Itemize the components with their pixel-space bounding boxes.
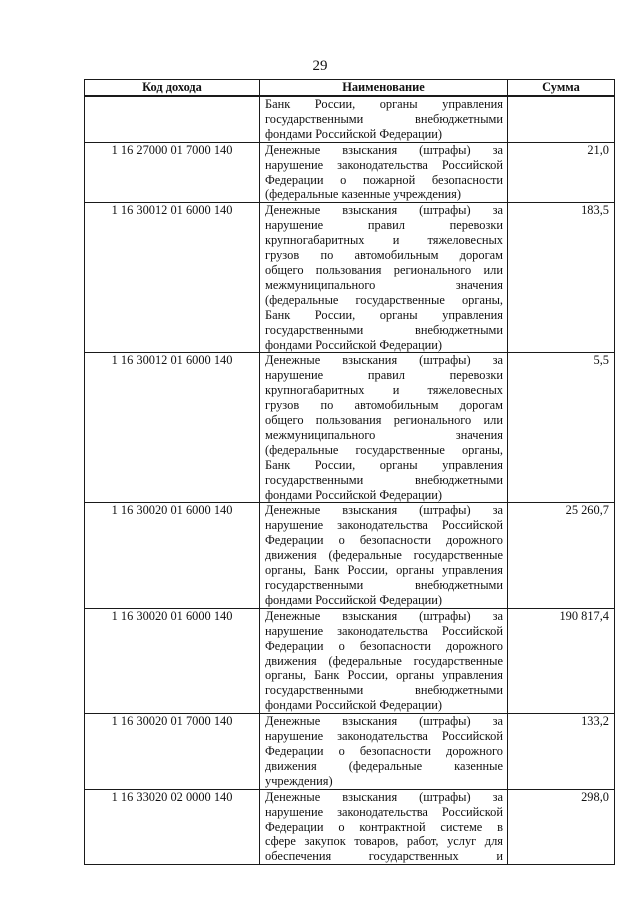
table-body	[85, 96, 615, 865]
sum-cell: 183,5	[508, 203, 615, 353]
income-code-cell: 1 16 30020 01 6000 140	[85, 503, 260, 608]
name-line: нарушение правил перевозки	[265, 368, 503, 383]
sum-cell: 25 260,7	[508, 503, 615, 608]
table-header	[85, 80, 615, 97]
name-line: органы, Банк России, органы управления	[265, 668, 503, 683]
table-row	[85, 142, 615, 203]
name-line: нарушение правил перевозки	[265, 218, 503, 233]
sum-cell: 298,0	[508, 789, 615, 865]
name-line: нарушение законодательства Российской	[265, 623, 503, 638]
name-line: Денежные взыскания (штрафы) за	[265, 353, 503, 368]
name-line: государственными внебюджетными	[265, 111, 503, 126]
name-line: Банк России, органы управления	[265, 307, 503, 322]
name-line: общего пользования регионального или	[265, 413, 503, 428]
name-line: грузов по автомобильным дорогам	[265, 248, 503, 263]
income-code-cell	[85, 96, 260, 142]
name-line: государственными внебюджетными	[265, 322, 503, 337]
name-line: органы, Банк России, органы управления	[265, 563, 503, 578]
name-line: нарушение законодательства Российской	[265, 157, 503, 172]
column-header-code: Код дохода	[85, 80, 260, 97]
income-code-cell: 1 16 30012 01 6000 140	[85, 353, 260, 503]
table-row	[85, 503, 615, 608]
income-code-cell: 1 16 27000 01 7000 140	[85, 142, 260, 203]
name-line: общего пользования регионального или	[265, 262, 503, 277]
table-row	[85, 96, 615, 142]
name-line: Федерации о безопасности дорожного	[265, 743, 503, 758]
name-line: движения (федеральные государственные	[265, 653, 503, 668]
table-row	[85, 203, 615, 353]
name-line: учреждения)	[265, 773, 333, 788]
name-cell	[260, 142, 508, 203]
name-cell	[260, 608, 508, 713]
name-line: нарушение законодательства Российской	[265, 804, 503, 819]
name-cell	[260, 714, 508, 790]
sum-cell: 190 817,4	[508, 608, 615, 713]
name-line: нарушение законодательства Российской	[265, 729, 503, 744]
name-line: движения (федеральные казенные	[265, 758, 503, 773]
table-row	[85, 608, 615, 713]
name-line: Денежные взыскания (штрафы) за	[265, 714, 503, 729]
name-line: фондами Российской Федерации)	[265, 487, 443, 502]
name-line: крупногабаритных и тяжеловесных	[265, 383, 503, 398]
name-cell	[260, 503, 508, 608]
page-number: 29	[312, 58, 328, 74]
column-header-sum: Сумма	[508, 80, 615, 97]
name-line: Денежные взыскания (штрафы) за	[265, 203, 503, 218]
name-line: крупногабаритных и тяжеловесных	[265, 233, 503, 248]
name-line: фондами Российской Федерации)	[265, 592, 443, 607]
name-line: (федеральные государственные органы,	[265, 292, 503, 307]
name-cell	[260, 789, 508, 865]
name-line: фондами Российской Федерации)	[265, 698, 443, 713]
header-row	[85, 80, 615, 97]
name-line: Денежные взыскания (штрафы) за	[265, 503, 503, 518]
name-line: государственными внебюджетными	[265, 578, 503, 592]
name-cell	[260, 353, 508, 503]
name-line: Федерации о контрактной системе в	[265, 819, 503, 834]
name-line: Денежные взыскания (штрафы) за	[265, 142, 503, 157]
name-line: государственными внебюджетными	[265, 472, 503, 487]
name-cell	[260, 203, 508, 353]
sum-cell	[508, 96, 615, 142]
name-line: фондами Российской Федерации)	[265, 337, 443, 352]
name-line: (федеральные казенные учреждения)	[265, 187, 461, 202]
name-line: Денежные взыскания (штрафы) за	[265, 789, 503, 804]
name-line: Банк России, органы управления	[265, 97, 503, 111]
name-line: государственными внебюджетными	[265, 683, 503, 698]
revenue-table	[84, 79, 615, 865]
income-code-cell: 1 16 33020 02 0000 140	[85, 789, 260, 865]
name-line: межмуниципального значения	[265, 427, 503, 442]
table-row	[85, 353, 615, 503]
name-line: Федерации о безопасности дорожного	[265, 533, 503, 548]
table-row	[85, 789, 615, 865]
name-line: межмуниципального значения	[265, 277, 503, 292]
column-header-name: Наименование	[260, 80, 508, 97]
income-code-cell: 1 16 30020 01 7000 140	[85, 714, 260, 790]
sum-cell: 5,5	[508, 353, 615, 503]
name-line: (федеральные государственные органы,	[265, 442, 503, 457]
name-cell	[260, 96, 508, 142]
name-line: Денежные взыскания (штрафы) за	[265, 608, 503, 623]
income-code-cell: 1 16 30020 01 6000 140	[85, 608, 260, 713]
name-line: Федерации о пожарной безопасности	[265, 172, 503, 187]
table-row	[85, 714, 615, 790]
name-line: Банк России, органы управления	[265, 457, 503, 472]
sum-cell: 21,0	[508, 142, 615, 203]
income-code-cell: 1 16 30012 01 6000 140	[85, 203, 260, 353]
name-line: грузов по автомобильным дорогам	[265, 398, 503, 413]
sum-cell: 133,2	[508, 714, 615, 790]
name-line: Федерации о безопасности дорожного	[265, 638, 503, 653]
name-line: движения (федеральные государственные	[265, 548, 503, 563]
name-line: нарушение законодательства Российской	[265, 518, 503, 533]
name-line: обеспечения государственных и	[265, 849, 503, 864]
name-line: фондами Российской Федерации)	[265, 126, 443, 141]
name-line: сфере закупок товаров, работ, услуг для	[265, 834, 503, 849]
